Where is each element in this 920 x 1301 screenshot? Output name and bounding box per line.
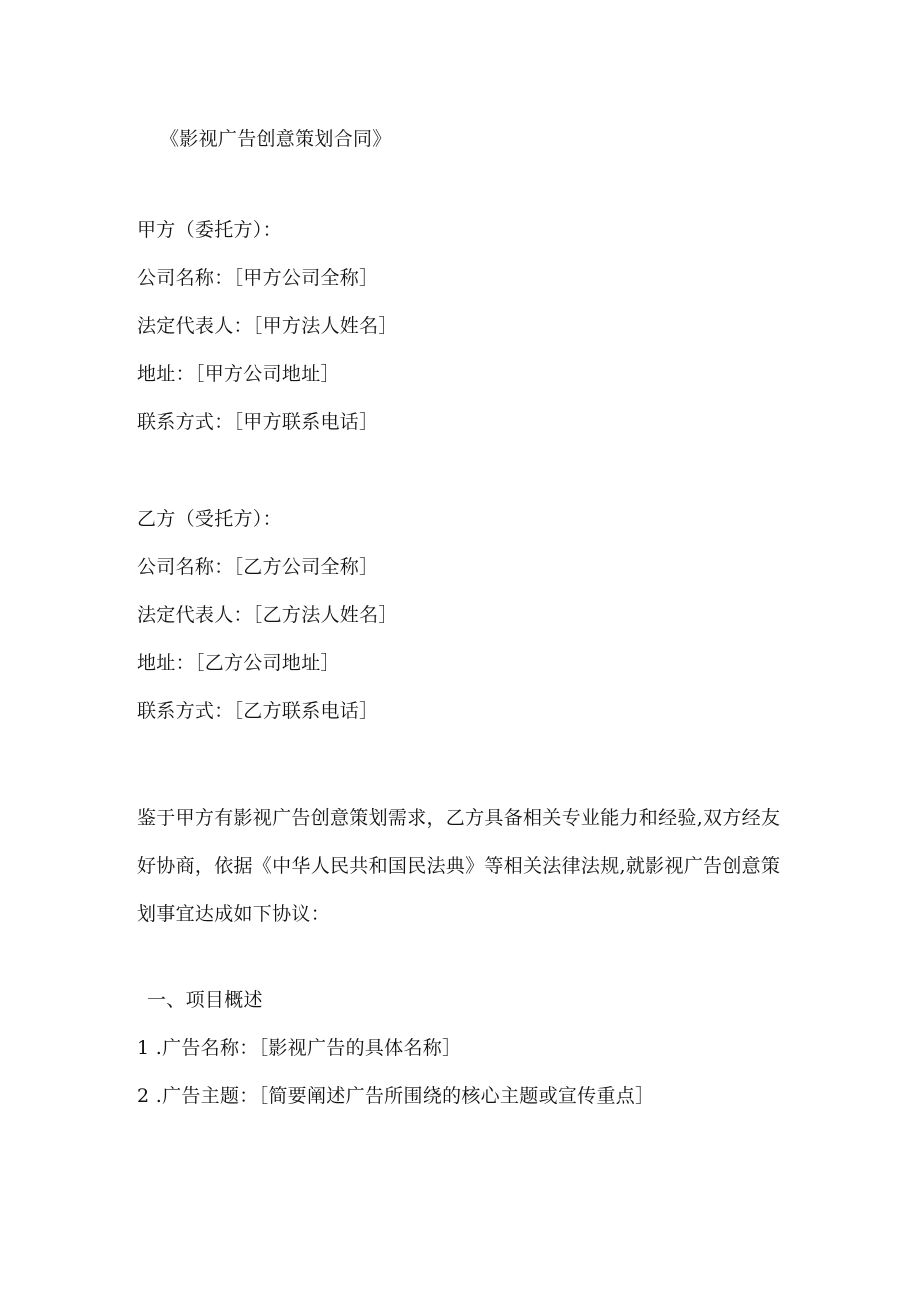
party-b-contact: 联系方式：［乙方联系电话］ [137,700,379,722]
list-item: 2 .广告主题：［简要阐述广告所围绕的核心主题或宣传重点］ [137,1085,655,1107]
party-a-contact: 联系方式：［甲方联系电话］ [137,411,379,433]
party-b-representative: 法定代表人：［乙方法人姓名］ [137,604,398,626]
section-heading: 一、项目概述 [147,989,263,1011]
document-title: 《影视广告创意策划合同》 [160,128,392,150]
party-b-address: 地址：［乙方公司地址］ [137,652,340,674]
party-b-heading: 乙方（受托方）： [137,508,282,530]
preamble-paragraph: 鉴于甲方有影视广告创意策划需求，乙方具备相关专业能力和经验,双方经友好协商，依据《中华人民共和国民法典》等相关法律法规,就影视广告创意策划事宜达成如下协议： [137,807,781,925]
party-b-company: 公司名称：［乙方公司全称］ [137,556,379,578]
party-a-heading: 甲方（委托方）： [137,219,282,241]
party-a-address: 地址：［甲方公司地址］ [137,363,340,385]
party-a-company: 公司名称：［甲方公司全称］ [137,267,379,289]
list-item: 1 .广告名称：［影视广告的具体名称］ [137,1037,462,1059]
party-a-representative: 法定代表人：［甲方法人姓名］ [137,315,398,337]
